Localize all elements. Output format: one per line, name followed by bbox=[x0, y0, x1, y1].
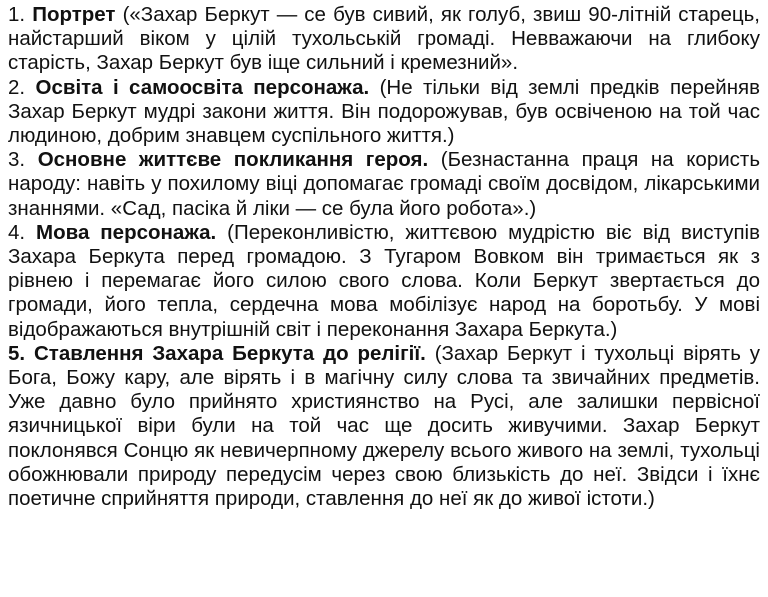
item-heading: Освіта і самоосвіта персонажа. bbox=[35, 75, 370, 99]
item-number: 2. bbox=[8, 75, 26, 99]
item-heading: Портрет bbox=[32, 3, 116, 26]
item-number: 5. bbox=[8, 341, 26, 365]
item-number: 4. bbox=[8, 220, 26, 244]
item-text: (Не тільки від землі предків перейняв Захар Беркут мудрі закони життя. Він подорожував, був освіченою на той час людиною, добрим знавцем суспільного життя.) bbox=[8, 75, 761, 148]
item-text: («Захар Беркут — се був сивий, як голуб, звиш 90-літній старець, найстарший віком у цілій тухольській громаді. Невважаючи на глибоку старість, Захар Беркут був іще сильний і кремезний». bbox=[8, 3, 760, 75]
item-heading: Мова персонажа. bbox=[36, 220, 217, 244]
item-number: 3. bbox=[8, 148, 26, 172]
item-religion bbox=[8, 342, 760, 511]
item-text: (Безнастанна праця на користь народу: навіть у похилому віці допомагає громаді своїм досвідом, лікарськими знаннями. «Сад, пасіка й ліки — се була його робота».) bbox=[8, 148, 760, 220]
item-heading: Ставлення Захара Беркута до релігії. bbox=[34, 341, 426, 365]
item-heading: Основне життєве покликання героя. bbox=[37, 148, 429, 172]
item-number: 1. bbox=[8, 3, 26, 26]
item-speech bbox=[8, 221, 760, 342]
item-portrait bbox=[8, 3, 760, 76]
item-life-calling bbox=[8, 148, 760, 221]
item-text: (Переконливістю, життєвою мудрістю віє від виступів Захара Беркута перед громадою. З Тугаром Вовком він тримається як з рівнею і перемагає його силою свого слова. Коли Беркут звертається до громади, його тепла, сердечна мова мобілізує народ на боротьбу. У мові відображаються внутрішній світ і переконання Захара Беркута.) bbox=[8, 220, 761, 341]
item-text: (Захар Беркут і тухольці вірять у Бога, Божу кару, але вірять і в магічну силу слова та звичайних предметів. Уже давно було прийнято християнство на Русі, але залишки первісної язичницької віри були на той час ще досить живучими. Захар Беркут поклонявся Сонцю як невичерпному джерелу всього живого на землі, тухольці обожнювали природу передусім через свою близькість до неї. Звідси і їхнє поетичне сприйняття природи, ставлення до неї як до живої істоти.) bbox=[8, 341, 761, 511]
item-education bbox=[8, 76, 760, 149]
